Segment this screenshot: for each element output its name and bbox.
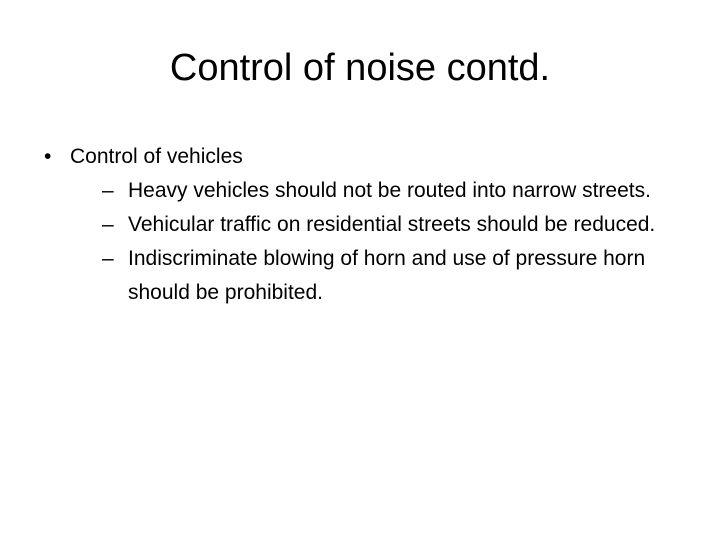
bullet-text: Control of vehicles bbox=[70, 145, 243, 168]
sub-bullet-item bbox=[102, 174, 684, 208]
sub-bullet-item bbox=[102, 242, 684, 310]
sub-bullet-item bbox=[102, 208, 684, 242]
slide-title: Control of noise contd. bbox=[169, 47, 551, 89]
bullet-item-control-of-vehicles bbox=[44, 140, 684, 310]
bullet-dot-icon: • bbox=[44, 145, 52, 168]
dash-icon: – bbox=[102, 213, 114, 236]
dash-icon: – bbox=[102, 247, 114, 270]
sub-bullet-text: Indiscriminate blowing of horn and use of pressure horn should be prohibited. bbox=[128, 247, 646, 304]
sub-bullet-text: Heavy vehicles should not be routed into narrow streets. bbox=[128, 179, 651, 202]
sub-bullet-list bbox=[70, 174, 684, 310]
bullet-list bbox=[44, 140, 684, 310]
dash-icon: – bbox=[102, 179, 114, 202]
sub-bullet-text: Vehicular traffic on residential streets should be reduced. bbox=[128, 213, 656, 236]
